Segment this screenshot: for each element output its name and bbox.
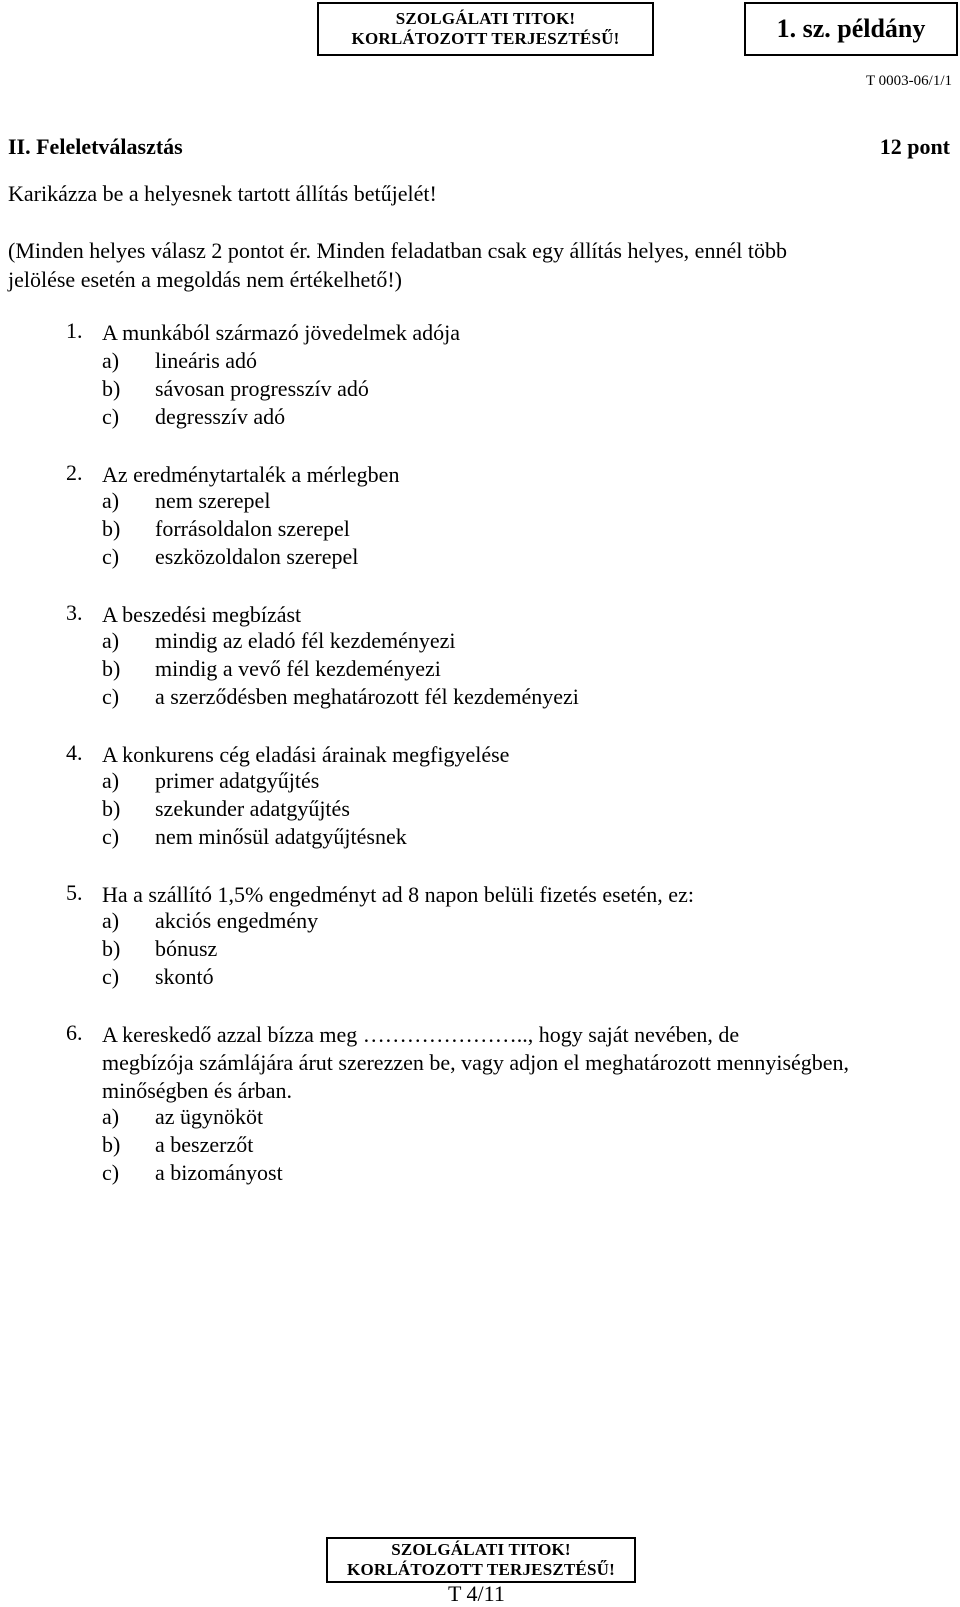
option-text: szekunder adatgyűjtés: [155, 796, 350, 821]
question-text: Ha a szállító 1,5% engedményt ad 8 napon belüli fizetés esetén, ez:: [102, 882, 694, 907]
option-letter: a): [102, 488, 120, 513]
classified-line-1: SZOLGÁLATI TITOK!: [391, 1540, 571, 1559]
option-letter: a): [102, 628, 120, 653]
classified-stamp-header: [317, 2, 654, 56]
question-text: A konkurens cég eladási árainak megfigyelése: [102, 742, 510, 767]
option-text: nem szerepel: [155, 488, 271, 513]
question-text: Az eredménytartalék a mérlegben: [102, 462, 400, 487]
option-text: nem minősül adatgyűjtésnek: [155, 824, 407, 849]
question-text-line-3: minőségben és árban.: [102, 1078, 292, 1103]
option-letter: b): [102, 656, 121, 681]
option-text: forrásoldalon szerepel: [155, 516, 350, 541]
question-number: 3.: [66, 600, 83, 625]
option-text: a szerződésben meghatározott fél kezdeményezi: [155, 684, 579, 709]
option-letter: c): [102, 964, 120, 989]
copy-number-box: [744, 2, 958, 56]
document-code: T 0003-06/1/1: [866, 73, 952, 89]
option-text: eszközoldalon szerepel: [155, 544, 359, 569]
option-text: mindig az eladó fél kezdeményezi: [155, 628, 456, 653]
option-text: az ügynököt: [155, 1104, 264, 1129]
option-letter: a): [102, 908, 120, 933]
instruction-text: Karikázza be a helyesnek tartott állítás betűjelét!: [8, 181, 437, 206]
question-number: 2.: [66, 460, 83, 485]
section-points: 12 pont: [879, 134, 950, 159]
option-text: sávosan progresszív adó: [155, 376, 369, 401]
option-text: bónusz: [155, 936, 218, 961]
option-text: a bizományost: [155, 1160, 283, 1185]
option-letter: c): [102, 684, 120, 709]
option-text: mindig a vevő fél kezdeményezi: [155, 656, 441, 681]
question-text: A beszedési megbízást: [102, 602, 302, 627]
question-number: 5.: [66, 880, 83, 905]
option-letter: a): [102, 768, 120, 793]
question-text-line-1: A kereskedő azzal bízza meg ………………….., hogy saját nevében, de: [102, 1022, 740, 1047]
option-text: primer adatgyűjtés: [155, 768, 320, 793]
section-title: II. Feleletválasztás: [8, 134, 183, 159]
question-number: 4.: [66, 740, 83, 765]
question-text: A munkából származó jövedelmek adója: [102, 320, 460, 345]
option-letter: a): [102, 1104, 120, 1129]
option-text: lineáris adó: [155, 348, 258, 373]
option-letter: c): [102, 404, 120, 429]
classified-stamp-footer: [326, 1537, 636, 1583]
scoring-note-line-1: (Minden helyes válasz 2 pontot ér. Minden feladatban csak egy állítás helyes, ennél több: [8, 238, 787, 263]
question-number: 6.: [66, 1020, 83, 1045]
option-text: akciós engedmény: [155, 908, 319, 933]
copy-number-label: 1. sz. példány: [776, 14, 926, 43]
option-letter: c): [102, 1160, 120, 1185]
page-number: T 4/11: [448, 1581, 505, 1606]
option-text: skontó: [155, 964, 214, 989]
option-letter: b): [102, 1132, 121, 1157]
option-letter: c): [102, 544, 120, 569]
option-letter: b): [102, 516, 121, 541]
option-letter: a): [102, 348, 120, 373]
question-number: 1.: [66, 318, 83, 343]
option-text: a beszerzőt: [155, 1132, 254, 1157]
scoring-note-line-2: jelölése esetén a megoldás nem értékelhető!): [8, 267, 402, 292]
classified-line-2: KORLÁTOZOTT TERJESZTÉSŰ!: [347, 1560, 615, 1579]
option-text: degresszív adó: [155, 404, 286, 429]
classified-line-1: SZOLGÁLATI TITOK!: [395, 9, 576, 28]
option-letter: c): [102, 824, 120, 849]
option-letter: b): [102, 936, 121, 961]
classified-line-2: KORLÁTOZOTT TERJESZTÉSŰ!: [351, 29, 620, 48]
option-letter: b): [102, 376, 121, 401]
question-text-line-2: megbízója számlájára árut szerezzen be, vagy adjon el meghatározott mennyiségben,: [102, 1050, 850, 1075]
option-letter: b): [102, 796, 121, 821]
